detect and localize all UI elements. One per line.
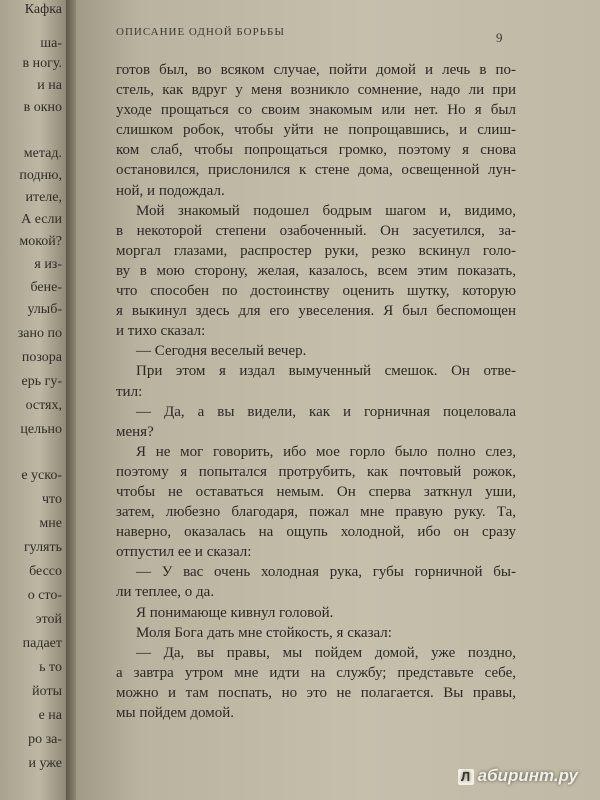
left-page-fragment: е на <box>38 708 62 723</box>
left-page-fragment: цельно <box>20 422 62 437</box>
left-page-fragment: ро за- <box>28 732 62 747</box>
text-line: меня? <box>116 423 154 440</box>
text-line: слишком робок, чтобы уйти не попрощавшись, и слиш- <box>116 122 516 139</box>
text-line: стель, как вдруг у меня возникло сомнение, надо ли при <box>116 82 516 99</box>
left-page-fragment: бене- <box>30 280 62 295</box>
left-page-fragment: в окно <box>23 100 62 115</box>
text-line: Мой знакомый подошел бодрым шагом и, видимо, <box>136 202 516 219</box>
left-page-fragment: мне <box>39 516 62 531</box>
left-page-fragment: и на <box>37 78 62 93</box>
text-line: ли теплее, о да. <box>116 584 215 601</box>
left-page-fragment: ителе, <box>25 190 62 205</box>
left-page-fragment: и уже <box>28 756 62 771</box>
text-line: Моля Бога дать мне стойкость, я сказал: <box>136 624 392 641</box>
text-line: поэтому я попытался протрубить, как почтовый рожок, <box>116 463 516 480</box>
left-page-fragment: падает <box>22 636 62 651</box>
text-line: При этом я издал вымученный смешок. Он отве- <box>136 363 516 380</box>
left-page-fragment: я из- <box>34 257 62 272</box>
text-line: отпустил ее и сказал: <box>116 544 252 561</box>
text-line: ной, и подождал. <box>116 182 225 199</box>
text-line: ву в мою сторону, желая, казалось, всем этим показать, <box>116 262 516 279</box>
body-text <box>116 60 516 723</box>
left-page-fragment: в ногу. <box>22 56 62 71</box>
page-number: 9 <box>496 30 503 45</box>
running-head: ОПИСАНИЕ ОДНОЙ БОРЬБЫ <box>116 26 285 38</box>
labirint-logo-icon: Л <box>458 769 474 785</box>
text-line: мы пойдем домой. <box>116 705 235 721</box>
left-page-fragment: улыб- <box>27 302 62 317</box>
left-page-fragment: что <box>42 492 62 507</box>
text-line: наверно, оказалась на ощупь холодной, ибо он сразу <box>116 524 516 541</box>
text-line: Я не мог говорить, ибо мое горло было полно слез, <box>136 443 516 460</box>
text-line: ком слаб, чтобы попрощаться громко, поэтому я снова <box>116 142 516 159</box>
watermark-text: абиринт.ру <box>477 766 578 785</box>
text-line: Я понимающе кивнул головой. <box>136 604 334 621</box>
text-line: — Да, вы правы, мы пойдем домой, уже поздно, <box>136 644 516 661</box>
text-line: чтобы не оставаться немым. Он сперва заткнул уши, <box>116 483 516 500</box>
left-page-fragment: ша- <box>40 36 62 51</box>
left-page-fragment: ь то <box>39 660 62 675</box>
text-line: можно и там поспать, но это не полагается. Вы правы, <box>116 684 516 701</box>
text-line: в некоторой степени озабоченный. Он засуетился, за- <box>116 222 516 239</box>
text-line: — У вас очень холодная рука, губы горничной бы- <box>136 564 516 581</box>
book-gutter <box>66 0 76 800</box>
text-line: тил: <box>116 383 143 400</box>
left-page-fragment: позора <box>21 350 62 365</box>
left-page-fragment: гулять <box>23 540 62 555</box>
left-page-fragment: ерь гу- <box>21 374 62 389</box>
left-page-fragment: е уско- <box>21 468 62 483</box>
text-line: я выкинул здесь для его увеселения. Я был беспомощен <box>116 303 516 320</box>
left-page-fragment: подню, <box>19 168 62 183</box>
text-line: — Да, а вы видели, как и горничная поцеловала <box>136 403 516 420</box>
text-line: — Сегодня веселый вечер. <box>136 343 307 360</box>
text-line: а завтра утром мне идти на службу; представьте себе, <box>116 664 516 681</box>
left-page-fragment: остях, <box>25 398 62 413</box>
left-page-fragment: метад. <box>23 146 62 161</box>
left-page-fragment: бессо <box>29 564 62 579</box>
left-page-fragment: А если <box>21 212 62 227</box>
left-page-fragment: Кафка <box>24 2 62 17</box>
left-page-fragment: йоты <box>32 684 62 699</box>
left-page-edge <box>0 0 66 800</box>
text-line: уходе прощаться со своим знакомым или нет. Но я был <box>116 102 516 119</box>
text-line: затем, любезно благодаря, пожал мне правую руку. Та, <box>116 504 516 521</box>
left-page-fragment: мокой? <box>19 234 62 249</box>
text-line: готов был, во всяком случае, пойти домой и лечь в по- <box>116 62 516 78</box>
left-page-fragment: зано по <box>17 326 62 341</box>
left-page-fragment: о сто- <box>27 588 62 603</box>
right-page <box>76 0 600 800</box>
text-line: что способен по достоинству оценить шутку, которую <box>116 283 516 300</box>
text-line: моргал глазами, распростер руки, резко вскинул голо- <box>116 242 516 259</box>
left-page-fragment: этой <box>35 612 62 627</box>
text-line: остановился, прислонился к стене дома, освещенной лун- <box>116 162 516 179</box>
text-line: и тихо сказал: <box>116 323 206 340</box>
labirint-watermark <box>458 766 578 786</box>
